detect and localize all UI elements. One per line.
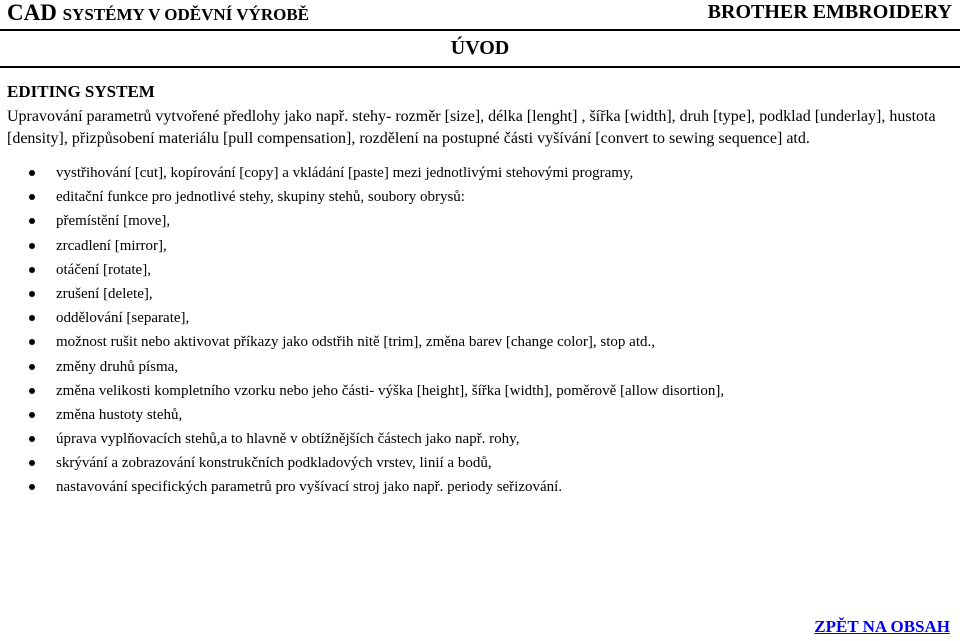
brand-title: BROTHER EMBROIDERY xyxy=(707,1,952,23)
bullet-icon xyxy=(29,484,35,490)
list-item xyxy=(0,282,724,306)
list-item xyxy=(0,427,724,451)
section-title: ÚVOD xyxy=(450,37,510,59)
bullet-icon xyxy=(29,218,35,224)
list-item-text: zrcadlení [mirror], xyxy=(56,237,167,254)
bullet-icon xyxy=(29,194,35,200)
intro-paragraph: Upravování parametrů vytvořené předlohy jako např. stehy- rozměr [size], délka [lenght] , šířka [width], druh [type], podklad [underlay], hustota [density], přizpůsobení materiálu [pull compensation], rozdělení na postupné části vyšívání [convert to sewing sequence] atd. xyxy=(7,108,936,147)
bullet-icon xyxy=(29,243,35,249)
list-item-text: zrušení [delete], xyxy=(56,285,153,302)
back-to-contents-link[interactable]: ZPĚT NA OBSAH xyxy=(814,617,950,636)
list-item-text: úprava vyplňovacích stehů,a to hlavně v obtížnějších částech jako např. rohy, xyxy=(56,431,520,448)
bullet-icon xyxy=(29,339,35,345)
list-item xyxy=(0,234,724,258)
section-divider xyxy=(0,66,960,68)
bullet-icon xyxy=(29,388,35,394)
list-item xyxy=(0,209,724,233)
list-item xyxy=(0,451,724,475)
feature-list xyxy=(0,161,724,500)
title-rest: SYSTÉMY V ODĚVNÍ VÝROBĚ xyxy=(62,5,309,24)
bullet-icon xyxy=(29,170,35,176)
header-divider xyxy=(0,29,960,31)
bullet-icon xyxy=(29,267,35,273)
bullet-icon xyxy=(29,412,35,418)
bullet-icon xyxy=(29,460,35,466)
list-item xyxy=(0,258,724,282)
list-item-text: přemístění [move], xyxy=(56,213,171,230)
content-heading: EDITING SYSTEM xyxy=(7,82,155,101)
list-item xyxy=(0,355,724,379)
list-item xyxy=(0,306,724,330)
page-header xyxy=(0,0,960,30)
list-item-text: změna hustoty stehů, xyxy=(56,406,183,423)
list-item-text: změny druhů písma, xyxy=(56,358,179,375)
list-item xyxy=(0,379,724,403)
bullet-icon xyxy=(29,315,35,321)
list-item-text: oddělování [separate], xyxy=(56,310,190,327)
list-item-text: otáčení [rotate], xyxy=(56,261,151,278)
list-item-text: vystřihování [cut], kopírování [copy] a vkládání [paste] mezi jednotlivými stehovými programy, xyxy=(56,165,634,181)
list-item xyxy=(0,185,724,209)
document-title xyxy=(7,0,309,26)
list-item xyxy=(0,330,724,354)
list-item xyxy=(0,161,724,185)
bullet-icon xyxy=(29,364,35,370)
list-item-text: editační funkce pro jednotlivé stehy, skupiny stehů, soubory obrysů: xyxy=(56,189,465,206)
list-item xyxy=(0,475,724,499)
list-item-text: nastavování specifických parametrů pro vyšívací stroj jako např. periody seřizování. xyxy=(56,479,563,496)
list-item-text: změna velikosti kompletního vzorku nebo jeho části- výška [height], šířka [width], poměrově [allow disortion], xyxy=(56,382,725,399)
title-prefix: CAD xyxy=(7,0,57,25)
bullet-icon xyxy=(29,291,35,297)
list-item-text: skrývání a zobrazování konstrukčních podkladových vrstev, linií a bodů, xyxy=(56,455,492,472)
list-item-text: možnost rušit nebo aktivovat příkazy jako odstřih nitě [trim], změna barev [change color], stop atd., xyxy=(56,334,655,351)
bullet-icon xyxy=(29,436,35,442)
list-item xyxy=(0,403,724,427)
